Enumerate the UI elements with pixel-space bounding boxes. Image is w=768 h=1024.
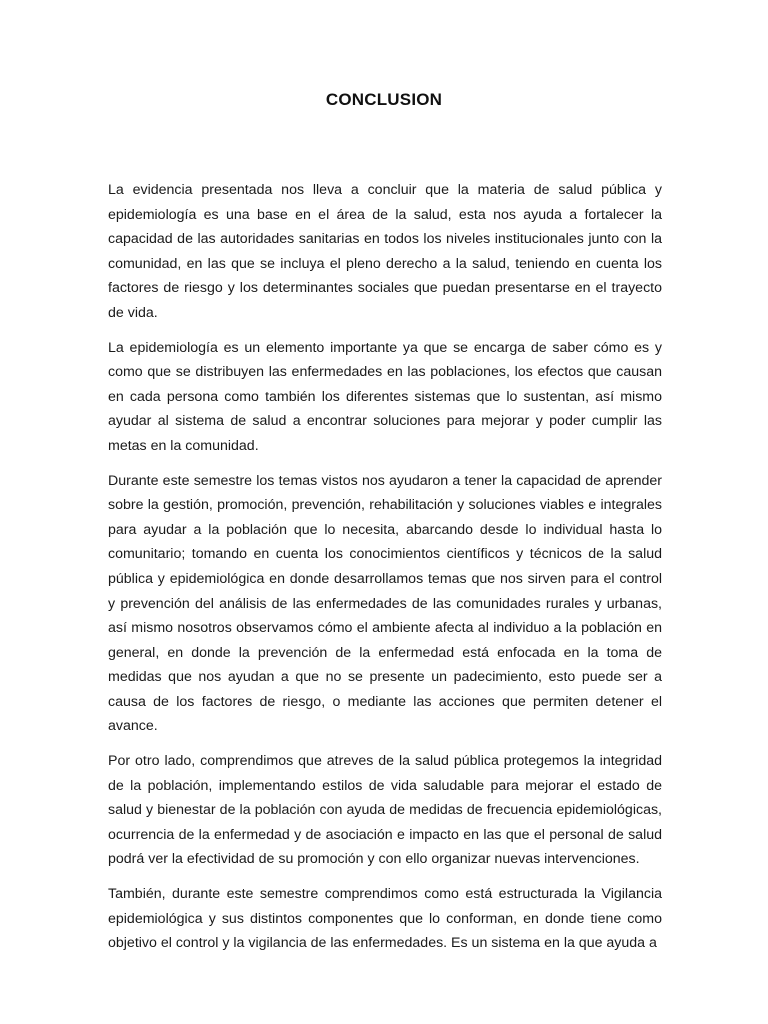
paragraph-5: También, durante este semestre comprendimos como está estructurada la Vigilancia epidemiológica y sus distintos componentes que lo conforman, en donde tiene como objetivo el control y la vigilancia de las enfermedades. Es un sistema en la que ayuda a xyxy=(108,886,662,952)
paragraph-2: La epidemiología es un elemento importante ya que se encarga de saber cómo es y como que se distribuyen las enfermedades en las poblaciones, los efectos que causan en cada persona como también los diferentes sistemas que lo sustentan, así mismo ayudar al sistema de salud a encontrar soluciones para mejorar y poder cumplir las metas en la comunidad. xyxy=(108,339,662,454)
page-title: CONCLUSION xyxy=(325,90,443,109)
paragraph-1: La evidencia presentada nos lleva a concluir que la materia de salud pública y epidemiología es una base en el área de la salud, esta nos ayuda a fortalecer la capacidad de las autoridades sanitarias en todos los niveles institucionales junto con la comunidad, en las que se incluya el pleno derecho a la salud, teniendo en cuenta los factores de riesgo y los determinantes sociales que puedan presentarse en el trayecto de vida. xyxy=(108,182,662,321)
paragraph-4: Por otro lado, comprendimos que atreves de la salud pública protegemos la integridad de la población, implementando estilos de vida saludable para mejorar el estado de salud y bienestar de la población con ayuda de medidas de frecuencia epidemiológicas, ocurrencia de la enfermedad y de asociación e impacto en las que el personal de salud podrá ver la efectividad de su promoción y con ello organizar nuevas intervenciones. xyxy=(108,753,662,868)
paragraph-3: Durante este semestre los temas vistos nos ayudaron a tener la capacidad de aprender sobre la gestión, promoción, prevención, rehabilitación y soluciones viables e integrales para ayudar a la población que lo necesita, abarcando desde lo individual hasta lo comunitario; tomando en cuenta los conocimientos científicos y técnicos de la salud pública y epidemiológica en donde desarrollamos temas que nos sirven para el control y prevención del análisis de las enfermedades de las comunidades rurales y urbanas, así mismo nosotros observamos cómo el ambiente afecta al individuo a la población en general, en donde la prevención de la enfermedad está enfocada en la toma de medidas que nos ayudan a que no se presente un padecimiento, esto puede ser a causa de los factores de riesgo, o mediante las acciones que permiten detener el avance. xyxy=(108,472,662,735)
document-body xyxy=(108,178,662,966)
